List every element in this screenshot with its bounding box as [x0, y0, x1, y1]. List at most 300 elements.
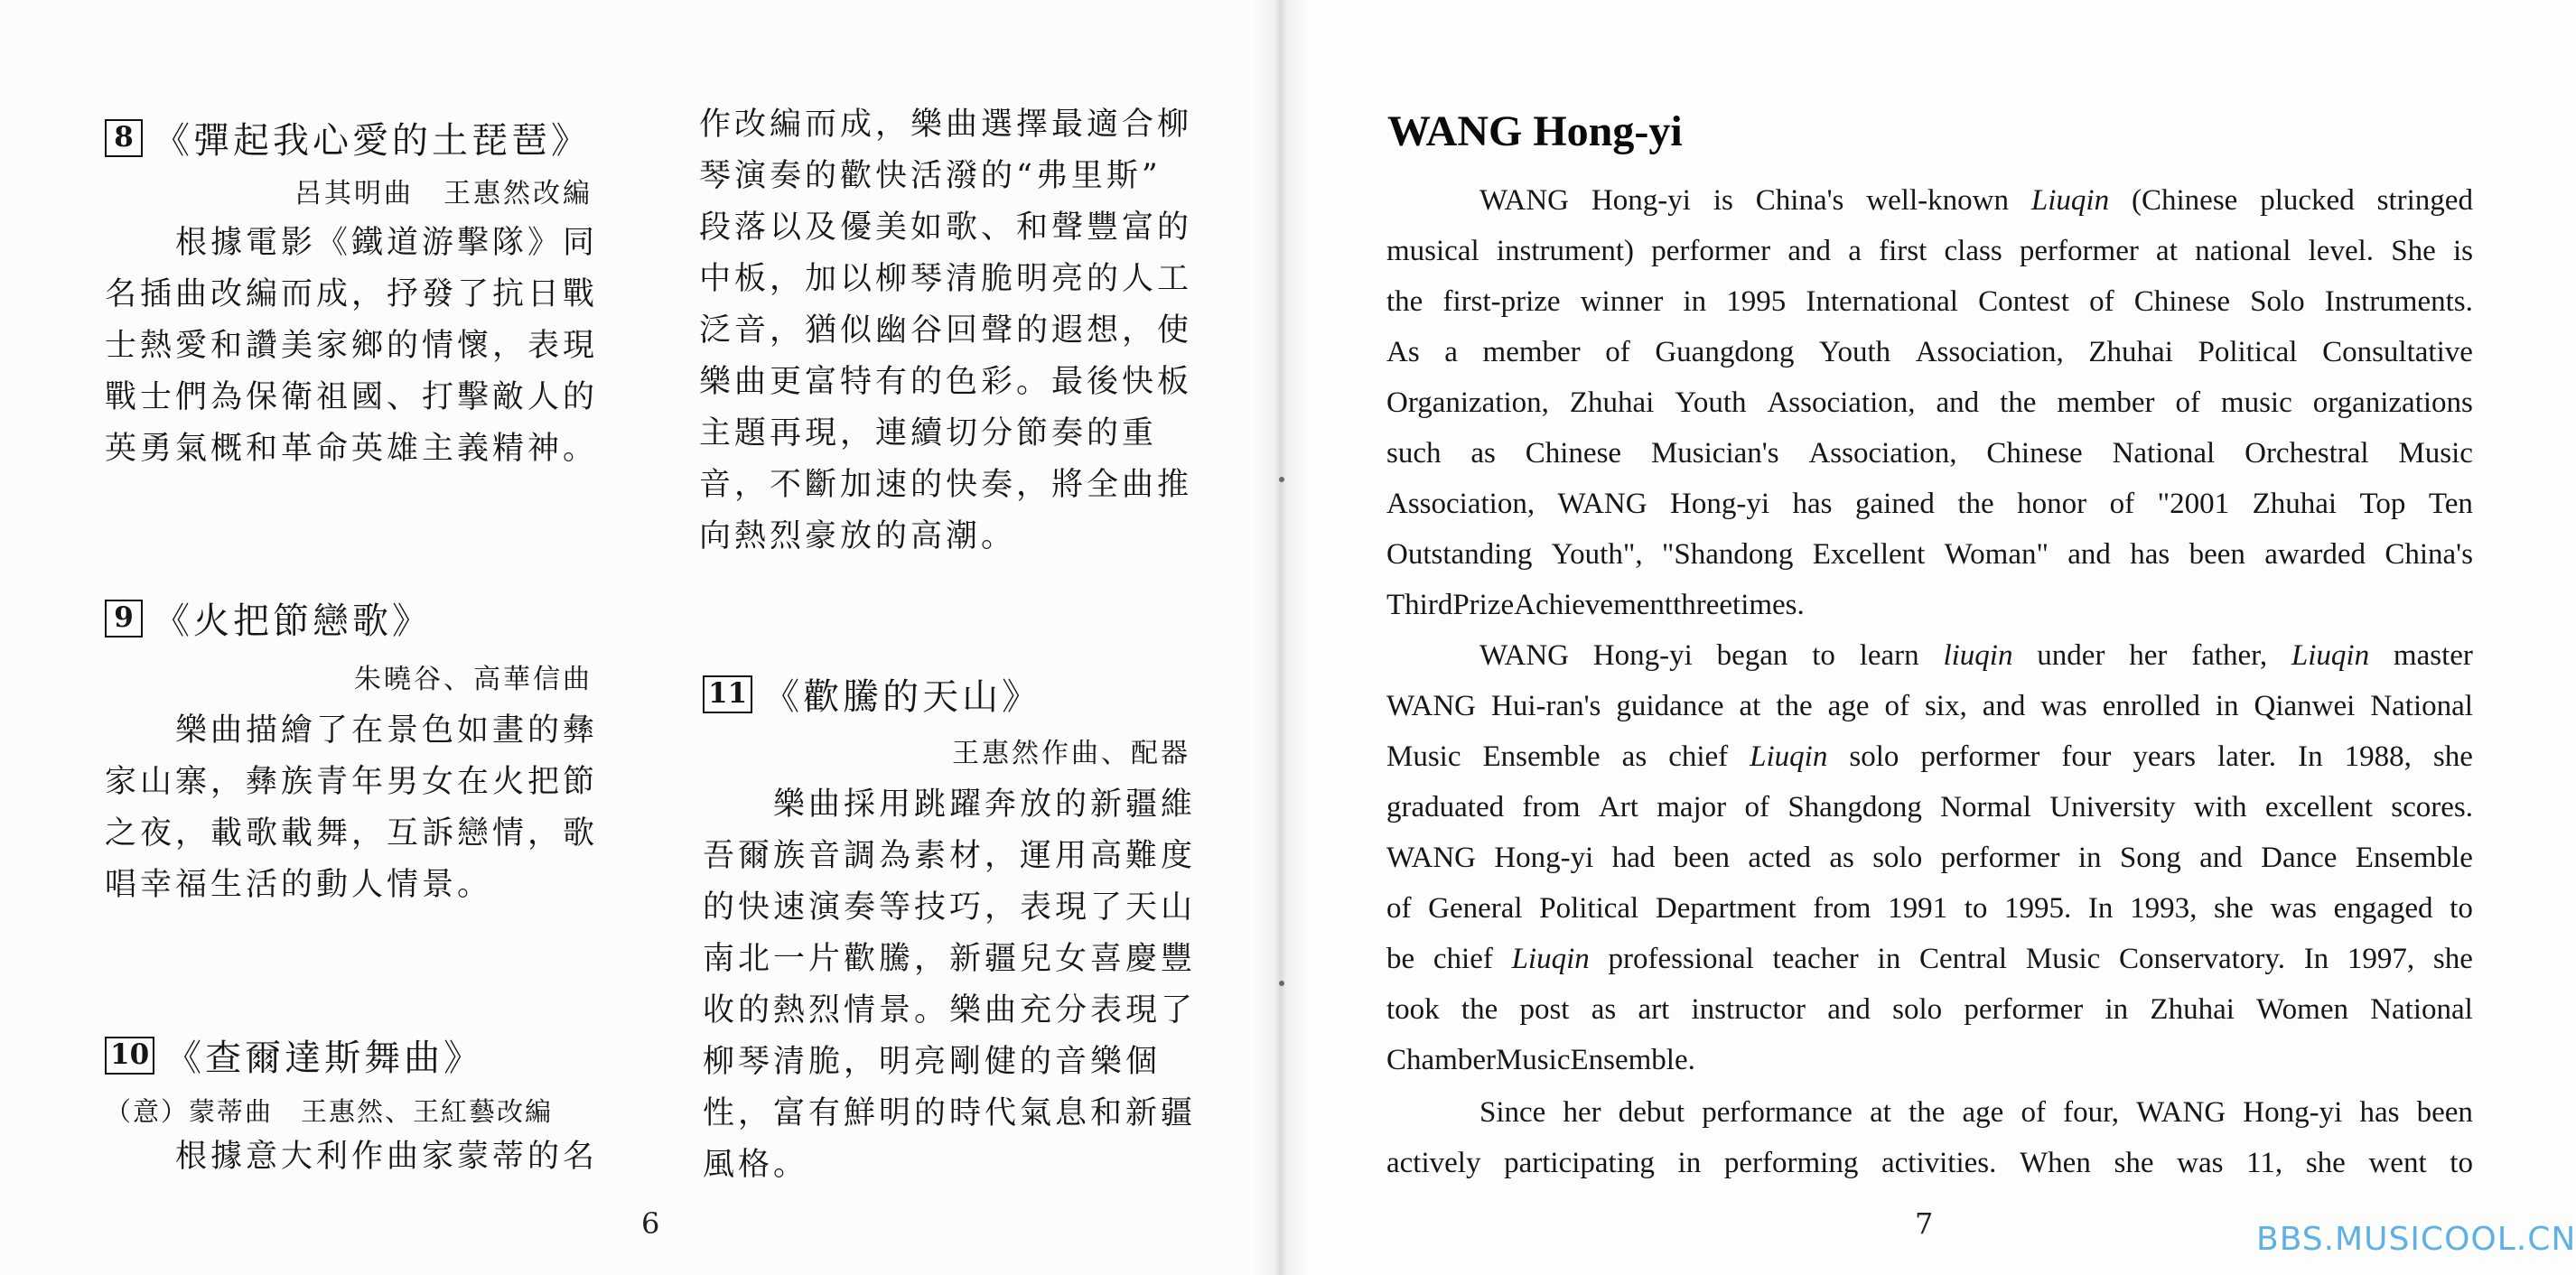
track-9-heading	[105, 592, 593, 644]
word: Zhuhai	[2150, 993, 2235, 1026]
word: debut	[1618, 1096, 1685, 1129]
word: age	[1827, 690, 1870, 722]
word: from	[1813, 892, 1871, 925]
word: of	[1605, 336, 1630, 368]
word: Ensemble	[1482, 740, 1601, 773]
word: Conservatory.	[2119, 943, 2285, 975]
text-line: 柳琴清脆，明亮剛健的音樂個	[703, 1044, 1162, 1080]
word: the	[1386, 285, 1423, 318]
bio-paragraph-1	[1386, 175, 2473, 630]
text-line: 風格。	[703, 1147, 809, 1183]
word: performing	[1723, 1147, 1859, 1179]
track-number-box: 9	[105, 600, 143, 638]
word: As	[1386, 336, 1420, 368]
track-number-box: 10	[105, 1037, 154, 1075]
book-spine-fold	[1252, 0, 1310, 1275]
word: to	[1964, 892, 1988, 925]
word: Political	[2198, 336, 2298, 368]
word: been	[2416, 1096, 2473, 1129]
text-line: 根據意大利作曲家蒙蒂的名	[175, 1139, 599, 1175]
text-line: 樂曲更富特有的色彩。最後快板	[699, 364, 1193, 400]
word: "Shandong	[1661, 538, 1794, 571]
word: Hong-yi	[2243, 1096, 2343, 1129]
word: Zhuhai	[2252, 488, 2338, 520]
word: Chamber	[1386, 1044, 1496, 1076]
word: at	[1870, 1096, 1891, 1129]
text-line	[1386, 428, 2473, 479]
track-10-description	[105, 1133, 611, 1180]
word: age	[1962, 1096, 2004, 1129]
word: Excellent	[1812, 538, 1926, 571]
word: musical	[1386, 235, 1479, 267]
word: graduated	[1386, 791, 1505, 824]
word: of	[2021, 1096, 2046, 1129]
track-8-description	[105, 218, 599, 475]
word: major	[1657, 791, 1727, 824]
word: engaged	[2333, 892, 2433, 925]
word: instrument)	[1496, 235, 1635, 267]
text-line: 根據電影《鐵道游擊隊》同	[175, 225, 599, 261]
word: Art	[1598, 791, 1638, 824]
text-line: 作改編而成，樂曲選擇最適合柳	[699, 107, 1193, 143]
word: WANG	[2136, 1096, 2226, 1129]
text-line	[1386, 377, 2473, 428]
word: teacher	[1772, 943, 1859, 975]
text-line	[1386, 883, 2473, 934]
word: as	[1591, 993, 1617, 1026]
word: Music	[2025, 943, 2101, 975]
word: first	[1879, 235, 1927, 267]
word: Chinese	[2133, 285, 2231, 318]
word: 1993,	[2130, 892, 2198, 925]
word: a	[1848, 235, 1862, 267]
word: Youth	[1675, 386, 1747, 419]
word: was	[2177, 1147, 2224, 1179]
word: 1995.	[2004, 892, 2072, 925]
word: Department	[1655, 892, 1797, 925]
word: level.	[2308, 235, 2375, 267]
word: WANG	[1479, 639, 1569, 672]
word: in	[1677, 1147, 1702, 1179]
word: plucked	[2260, 184, 2355, 217]
word: in	[1877, 943, 1901, 975]
page-number-right: 7	[1915, 1206, 1934, 1241]
word: honor	[2017, 488, 2087, 520]
track-title: 《歡騰的天山》	[763, 676, 1042, 718]
text-line	[1386, 681, 2473, 731]
binding-staple-top	[1279, 477, 1284, 482]
word: years	[2133, 740, 2196, 773]
word: Zhuhai	[2088, 336, 2173, 368]
word: to	[2450, 1147, 2473, 1179]
text-line: 性，富有鮮明的時代氣息和新疆	[703, 1095, 1197, 1131]
word: and	[1982, 690, 2026, 722]
word: and	[2067, 538, 2111, 571]
text-line: 向熱烈豪放的高潮。	[699, 518, 1017, 554]
text-line: 主題再現，連續切分節奏的重	[699, 415, 1158, 451]
word: well-known	[1866, 184, 2009, 217]
word: University	[2049, 791, 2176, 824]
word: went	[2368, 1147, 2427, 1179]
word: art	[1638, 993, 1670, 1026]
text-line: 英勇氣概和革命英雄主義精神。	[105, 431, 599, 467]
word: class	[1944, 235, 2002, 267]
word: of	[2175, 386, 2200, 419]
word: learn	[1859, 639, 1919, 672]
word: International	[1806, 285, 1958, 318]
word: 11,	[2246, 1147, 2283, 1179]
word: Liuqin	[1750, 740, 1828, 773]
word: as	[1470, 437, 1496, 470]
word: and	[1936, 386, 1980, 419]
text-line: 樂曲描繪了在景色如畫的彝	[175, 712, 599, 749]
word: Liuqin	[2030, 184, 2110, 217]
word: professional	[1608, 943, 1754, 975]
word: a	[1444, 336, 1458, 368]
word: Guangdong	[1655, 336, 1795, 368]
word: Music	[1386, 740, 1461, 773]
word: Hong-yi	[1670, 488, 1769, 520]
word: Zhuhai	[1569, 386, 1655, 419]
word: was	[2270, 892, 2317, 925]
word: to	[2450, 892, 2473, 925]
word: stringed	[2376, 184, 2473, 217]
word: 1988,	[2344, 740, 2412, 773]
word: Prize	[1452, 589, 1515, 621]
track-number-box: 8	[105, 119, 143, 157]
word: she	[2432, 740, 2473, 773]
word: gained	[1854, 488, 1935, 520]
word: the	[1461, 993, 1498, 1026]
text-line	[1386, 1138, 2473, 1188]
word: was	[2040, 690, 2087, 722]
word: Contest	[1978, 285, 2069, 318]
word: of	[1386, 892, 1412, 925]
word: Woman"	[1944, 538, 2049, 571]
word: WANG	[1479, 184, 1569, 217]
text-line: 戰士們為保衛祖國、打擊敵人的	[105, 379, 599, 415]
word: in	[2077, 842, 2102, 874]
word: post	[1519, 993, 1570, 1026]
word: performance	[1702, 1096, 1853, 1129]
word: Musician's	[1650, 437, 1779, 470]
left-column-1	[105, 112, 599, 475]
word: performer	[1651, 235, 1771, 267]
track-title: 《彈起我心愛的土琵琶》	[154, 120, 591, 162]
word: she	[2114, 1147, 2154, 1179]
word: participating	[1504, 1147, 1655, 1179]
text-line	[1386, 226, 2473, 276]
text-line: 士熱愛和讚美家鄉的情懷，表現	[105, 328, 599, 364]
word: her	[1563, 1096, 1601, 1129]
word: Hong-yi	[1591, 184, 1691, 217]
word: When	[2020, 1147, 2091, 1179]
word: had	[1611, 842, 1656, 874]
left-column-2	[699, 99, 1205, 563]
text-line: 樂曲採用跳躍奔放的新疆維	[773, 786, 1197, 823]
track-11-description	[703, 779, 1197, 1191]
word: Normal	[1940, 791, 2031, 824]
track-8-heading	[105, 112, 593, 163]
text-line	[1386, 1087, 2473, 1138]
word: performer	[2019, 235, 2139, 267]
word: of	[2109, 488, 2135, 520]
word: be	[1386, 943, 1415, 975]
word: Political	[1539, 892, 1639, 925]
word: the	[1957, 488, 1994, 520]
word: liuqin	[1943, 639, 2013, 672]
word: been	[1673, 842, 1731, 874]
left-column-1-section-10	[105, 1029, 611, 1180]
word: solo	[1849, 740, 1899, 773]
word: Solo	[2250, 285, 2305, 318]
word: she	[2213, 892, 2254, 925]
word: Instruments.	[2324, 285, 2473, 318]
word: under	[2037, 639, 2105, 672]
text-line: 南北一片歡騰，新疆兒女喜慶豐	[703, 941, 1197, 977]
track-10-heading	[105, 1029, 611, 1081]
word: awarded	[2264, 538, 2366, 571]
text-line: 段落以及優美如歌、和聲豐富的	[699, 209, 1193, 246]
word: In	[2298, 740, 2323, 773]
word: She	[2391, 235, 2436, 267]
text-line: 名插曲改編而成，抒發了抗日戰	[105, 276, 599, 312]
text-line: 之夜，載歌載舞，互訴戀情，歌	[105, 815, 599, 852]
word: to	[1812, 639, 1835, 672]
word: as	[1621, 740, 1647, 773]
word: Third	[1386, 589, 1453, 621]
word: the	[2000, 386, 2037, 419]
word: as	[1829, 842, 1854, 874]
word: General	[1428, 892, 1523, 925]
word: of	[2089, 285, 2114, 318]
bio-paragraph-2	[1386, 630, 2473, 1085]
word: Music	[1495, 1044, 1571, 1076]
track-title: 《火把節戀歌》	[154, 600, 432, 642]
track-9-description	[105, 705, 599, 911]
track-credit: 王惠然作曲、配器	[952, 738, 1190, 769]
word: in	[2215, 690, 2239, 722]
text-line	[1386, 529, 2473, 580]
text-line	[1386, 934, 2473, 984]
word: chief	[1668, 740, 1729, 773]
word: organizations	[2312, 386, 2473, 419]
word: China's	[1755, 184, 1844, 217]
text-line: 家山寨，彝族青年男女在火把節	[105, 764, 599, 800]
word: music	[2220, 386, 2292, 419]
word: been	[2189, 538, 2245, 571]
text-line	[1386, 580, 2473, 630]
word: and	[2199, 842, 2243, 874]
word: member	[2057, 386, 2155, 419]
text-line	[1386, 276, 2473, 327]
word: Liuqin	[1511, 943, 1590, 975]
word: Qianwei	[2254, 690, 2356, 722]
track-credit: 呂其明曲 王惠然改編	[294, 178, 593, 209]
track-credit: 朱曉谷、高華信曲	[354, 664, 593, 695]
word: Orchestral	[2245, 437, 2369, 470]
word: acted	[1748, 842, 1811, 874]
word: National	[2112, 437, 2216, 470]
text-line	[1386, 175, 2473, 226]
word: Dance	[2261, 842, 2338, 874]
text-line: 琴演奏的歡快活潑的“弗里斯”	[699, 158, 1162, 194]
word: National	[2370, 690, 2473, 722]
text-line	[1386, 984, 2473, 1035]
page-number-left: 6	[641, 1206, 660, 1241]
word: six,	[1924, 690, 1967, 722]
word: from	[1522, 791, 1581, 824]
word: instructor	[1691, 993, 1806, 1026]
word: has	[1792, 488, 1833, 520]
word: has	[2359, 1096, 2400, 1129]
word: in	[1683, 285, 1707, 318]
word: Hui-ran's	[1490, 690, 1601, 722]
word: in	[2105, 993, 2129, 1026]
word: enrolled	[2102, 690, 2200, 722]
word: took	[1386, 993, 1440, 1026]
word: Association,	[1767, 386, 1916, 419]
word: winner	[1580, 285, 1664, 318]
word: Ensemble.	[1570, 1044, 1695, 1076]
word: WANG	[1386, 690, 1476, 722]
word: the	[1909, 1096, 1946, 1129]
word: Consultative	[2322, 336, 2473, 368]
word: Women	[2256, 993, 2348, 1026]
word: In	[2087, 892, 2114, 925]
word: four,	[2063, 1096, 2120, 1129]
word: Association,	[1915, 336, 2064, 368]
bio-paragraph-3	[1386, 1087, 2473, 1188]
word: 1997,	[2347, 943, 2415, 975]
word: performer	[1940, 842, 2060, 874]
word: Association,	[1386, 488, 1535, 520]
word: Liuqin	[2291, 639, 2370, 672]
word: Chinese	[1525, 437, 1622, 470]
word: Since	[1479, 1096, 1546, 1129]
word: Hong-yi	[1494, 842, 1594, 874]
word: guidance	[1616, 690, 1724, 722]
word: is	[2452, 235, 2473, 267]
text-line: 唱幸福生活的動人情景。	[105, 867, 493, 903]
left-column-1-section-9	[105, 592, 599, 911]
word: at	[2156, 235, 2178, 267]
word: Hong-yi	[1592, 639, 1693, 672]
text-line	[1386, 731, 2473, 782]
word: Achievement	[1514, 589, 1674, 621]
word: times.	[1732, 589, 1805, 621]
word: Association,	[1808, 437, 1957, 470]
word: is	[1713, 184, 1733, 217]
word: the	[1776, 690, 1813, 722]
text-line: 中板，加以柳琴清脆明亮的人工	[699, 261, 1193, 297]
word: four	[2061, 740, 2112, 773]
word: at	[1739, 690, 1761, 722]
text-line: 收的熱烈情景。樂曲充分表現了	[703, 992, 1197, 1028]
word: actively	[1386, 1147, 1481, 1179]
word: 1991	[1888, 892, 1948, 925]
word: has	[2130, 538, 2170, 571]
word: scores.	[2391, 791, 2473, 824]
word: activities.	[1881, 1147, 1997, 1179]
word: first-prize	[1442, 285, 1561, 318]
text-line: 音，不斷加速的快奏，將全曲推	[699, 467, 1193, 503]
word: performer	[1964, 993, 2084, 1026]
word: (Chinese	[2132, 184, 2238, 217]
word: China's	[2385, 538, 2473, 571]
word: chief	[1433, 943, 1493, 975]
track-11-heading	[703, 668, 1190, 720]
word: later.	[2217, 740, 2277, 773]
text-line	[1386, 327, 2473, 377]
text-line	[1386, 1035, 2473, 1085]
binding-staple-bottom	[1279, 981, 1284, 986]
word: Outstanding	[1386, 538, 1533, 571]
word: and	[1827, 993, 1871, 1026]
word: Youth	[1818, 336, 1891, 368]
word: she	[2432, 943, 2473, 975]
word: Ensemble	[2355, 842, 2473, 874]
text-line	[1386, 479, 2473, 529]
word: Ten	[2428, 488, 2473, 520]
site-watermark: BBS.MUSICOOL.CN	[2256, 1221, 2576, 1258]
text-line	[1386, 630, 2473, 681]
word: Central	[1918, 943, 2008, 975]
word: performer	[1920, 740, 2040, 773]
bio-title: WANG Hong-yi	[1387, 107, 1683, 155]
text-line: 的快速演奏等技巧，表現了天山	[703, 889, 1197, 926]
track-number-box: 11	[703, 675, 752, 713]
track-credit: （意）蒙蒂曲 王惠然、王紅藝改編	[105, 1096, 554, 1127]
word: Song	[2119, 842, 2181, 874]
track-title: 《查爾達斯舞曲》	[165, 1038, 484, 1079]
word: Chinese	[1986, 437, 2083, 470]
word: solo	[1872, 842, 1923, 874]
word: National	[2370, 993, 2473, 1026]
word: WANG	[1557, 488, 1647, 520]
text-line	[1386, 782, 2473, 833]
word: solo	[1892, 993, 1943, 1026]
word: In	[2303, 943, 2329, 975]
word: excellent	[2264, 791, 2373, 824]
word: WANG	[1386, 842, 1476, 874]
word: father,	[2191, 639, 2268, 672]
word: Top	[2359, 488, 2406, 520]
word: of	[1884, 690, 1909, 722]
word: master	[2393, 639, 2473, 672]
word: of	[1744, 791, 1769, 824]
word: began	[1716, 639, 1788, 672]
word: Organization,	[1386, 386, 1549, 419]
word: three	[1673, 589, 1733, 621]
word: with	[2193, 791, 2247, 824]
word: national	[2195, 235, 2291, 267]
word: she	[2305, 1147, 2346, 1179]
word: 1995	[1726, 285, 1787, 318]
word: Shangdong	[1787, 791, 1922, 824]
word: Youth",	[1551, 538, 1643, 571]
word: and	[1787, 235, 1832, 267]
text-line	[1386, 833, 2473, 883]
word: "2001	[2157, 488, 2230, 520]
word: her	[2129, 639, 2168, 672]
word: such	[1386, 437, 1442, 470]
text-line: 吾爾族音調為素材，運用高難度	[703, 838, 1197, 874]
text-line: 泛音，猶似幽谷回聲的遐想，使	[699, 312, 1193, 349]
left-column-2-section-11	[703, 668, 1197, 1191]
word: member	[1482, 336, 1581, 368]
word: Music	[2398, 437, 2473, 470]
